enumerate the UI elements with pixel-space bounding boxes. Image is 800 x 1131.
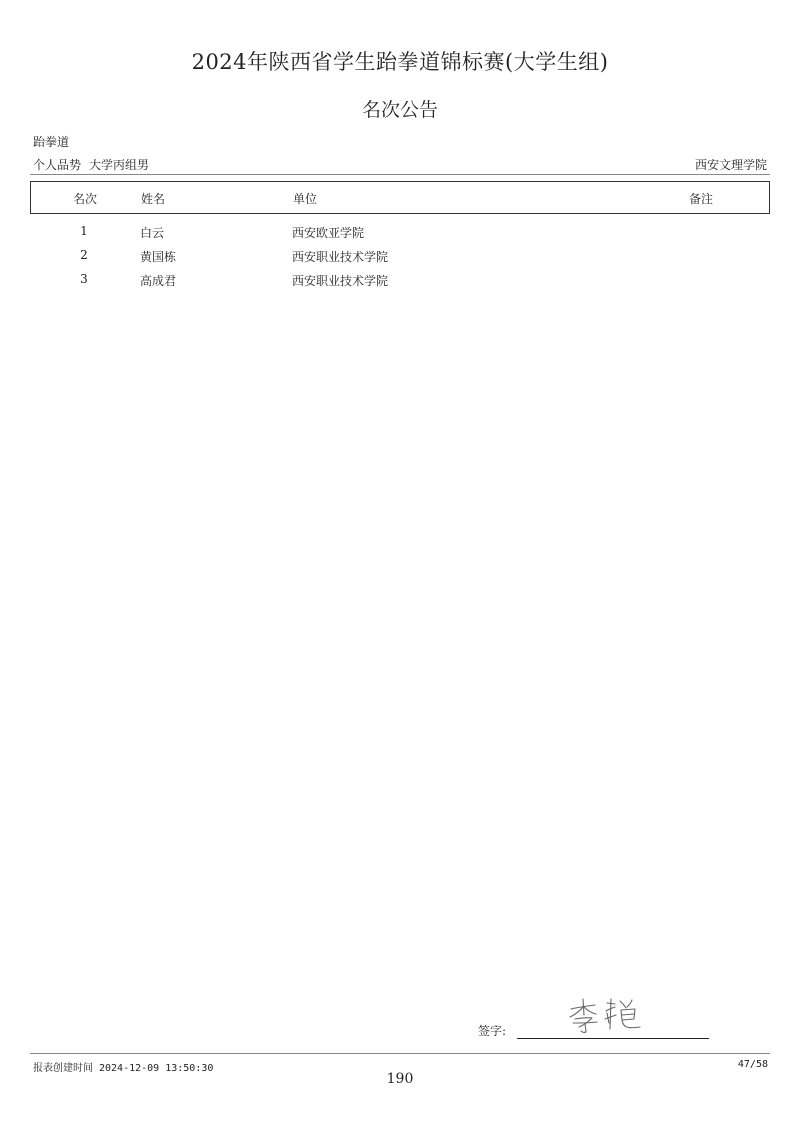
rank-cell: 2 — [80, 248, 88, 262]
created-value: 2024-12-09 13:50:30 — [99, 1063, 214, 1074]
signature-label: 签字: — [478, 1024, 507, 1038]
column-header-name: 姓名 — [141, 192, 166, 206]
page-number: 190 — [386, 1071, 414, 1087]
name-cell: 白云 — [140, 226, 165, 240]
rank-cell: 1 — [80, 224, 88, 238]
event-category: 个人品势 — [33, 158, 82, 172]
page-subtitle: 名次公告 — [361, 99, 438, 121]
name-cell: 黄国栋 — [140, 250, 177, 264]
column-header-unit: 单位 — [293, 192, 318, 206]
created-label: 报表创建时间 — [33, 1063, 93, 1074]
handwritten-signature — [565, 995, 645, 1035]
unit-cell: 西安职业技术学院 — [292, 274, 389, 288]
page-title: 2024年陕西省学生跆拳道锦标赛(大学生组) — [191, 50, 609, 74]
table-row — [30, 268, 770, 292]
name-cell: 高成君 — [140, 274, 177, 288]
table-row — [30, 244, 770, 268]
column-header-note: 备注 — [689, 192, 714, 206]
event-label — [33, 156, 149, 173]
table-header — [30, 181, 770, 214]
divider — [30, 1053, 770, 1054]
unit-cell: 西安欧亚学院 — [292, 226, 365, 240]
unit-cell: 西安职业技术学院 — [292, 250, 389, 264]
signature-line — [517, 1038, 709, 1039]
rank-cell: 3 — [80, 272, 88, 286]
divider — [30, 174, 770, 175]
host-label: 西安文理学院 — [694, 158, 767, 172]
table-row — [30, 220, 770, 244]
event-group: 大学丙组男 — [89, 158, 150, 172]
sport-label: 跆拳道 — [33, 135, 70, 149]
results-table — [30, 220, 770, 292]
column-header-rank: 名次 — [72, 192, 97, 206]
page-counter: 47/58 — [737, 1059, 768, 1070]
